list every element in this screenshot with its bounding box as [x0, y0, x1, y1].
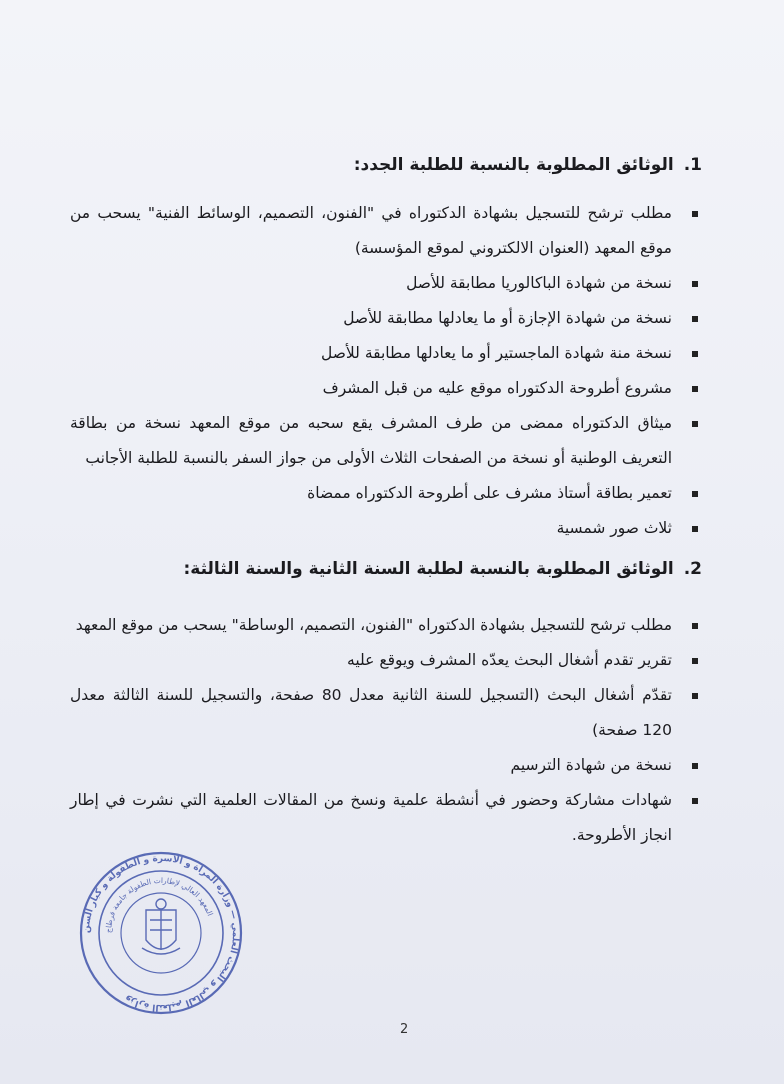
bullet-icon [692, 211, 698, 217]
list-item [70, 336, 702, 371]
section-title [70, 552, 702, 586]
list-item-text: مطلب ترشح للتسجيل بشهادة الدكتوراه في "الفنون، التصميم، الوسائط الفنية" يسحب من موقع المعهد (العنوان الالكتروني لموقع المؤسسة) [70, 204, 672, 257]
section-number: 2. [683, 559, 702, 579]
section-returning-students [70, 552, 702, 853]
bullet-icon [692, 798, 698, 804]
official-stamp [76, 848, 246, 1018]
list-item-text: نسخة من شهادة الترسيم [510, 756, 672, 774]
list-item [70, 643, 702, 678]
list-item-text: تقدّم أشغال البحث (التسجيل للسنة الثانية معدل 80 صفحة، والتسجيل للسنة الثالثة معدل 120 صفحة) [70, 686, 672, 739]
list-item [70, 608, 702, 643]
list-item [70, 476, 702, 511]
list-item [70, 301, 702, 336]
list-item-text: مطلب ترشح للتسجيل بشهادة الدكتوراه "الفنون، التصميم، الوساطة" يسحب من موقع المعهد [75, 616, 672, 634]
stamp-inner-text: المعهد العالي لإطارات الطفولة جامعة قرطاج [103, 875, 215, 934]
bullet-icon [692, 623, 698, 629]
list-item [70, 511, 702, 546]
list-item [70, 748, 702, 783]
list-item-text: تعمير بطاقة أستاذ مشرف على أطروحة الدكتوراه ممضاة [307, 484, 672, 502]
bullet-icon [692, 491, 698, 497]
list-item-text: نسخة من شهادة الإجازة أو ما يعادلها مطابقة للأصل [343, 309, 672, 327]
section-number: 1. [683, 155, 702, 175]
section-new-students [70, 148, 702, 546]
list-item-text: تقرير تقدم أشغال البحث يعدّه المشرف ويوقع عليه [347, 651, 672, 669]
bullet-icon [692, 351, 698, 357]
list-item-text: مشروع أطروحة الدكتوراه موقع عليه من قبل المشرف [322, 379, 672, 397]
list-item [70, 196, 702, 266]
required-documents-list [70, 196, 702, 546]
list-item-text: ميثاق الدكتوراه ممضى من طرف المشرف يقع سحبه من موقع المعهد نسخة من بطاقة التعريف الوطنية أو نسخة من الصفحات الثلاث الأولى من جواز السفر بالنسبة للطلبة الأجانب [70, 414, 672, 467]
list-item [70, 266, 702, 301]
list-item-text: شهادات مشاركة وحضور في أنشطة علمية ونسخ من المقالات العلمية التي نشرت في إطار انجاز الأطروحة. [70, 791, 672, 844]
required-documents-list [70, 608, 702, 853]
list-item [70, 783, 702, 853]
page-number: 2 [400, 1022, 409, 1037]
section-title-text: الوثائق المطلوبة بالنسبة لطلبة السنة الثانية والسنة الثالثة: [183, 559, 674, 579]
list-item-text: ثلاث صور شمسية [556, 519, 672, 537]
bullet-icon [692, 386, 698, 392]
bullet-icon [692, 526, 698, 532]
list-item [70, 678, 702, 748]
list-item-text: نسخة منة شهادة الماجستير أو ما يعادلها مطابقة للأصل [321, 344, 672, 362]
list-item [70, 371, 702, 406]
section-title [70, 148, 702, 182]
stamp-outer-text: وزارة التعليم العالي و البحث العلمي — وزارة المرأة و الأسرة و الطفولة و كبار السن [81, 853, 241, 1013]
list-item [70, 406, 702, 476]
coat-of-arms-icon [142, 899, 180, 954]
section-title-text: الوثائق المطلوبة بالنسبة للطلبة الجدد: [353, 155, 674, 175]
bullet-icon [692, 281, 698, 287]
bullet-icon [692, 693, 698, 699]
bullet-icon [692, 658, 698, 664]
bullet-icon [692, 316, 698, 322]
bullet-icon [692, 421, 698, 427]
list-item-text: نسخة من شهادة الباكالوريا مطابقة للأصل [406, 274, 672, 292]
bullet-icon [692, 763, 698, 769]
document-body [70, 148, 702, 853]
